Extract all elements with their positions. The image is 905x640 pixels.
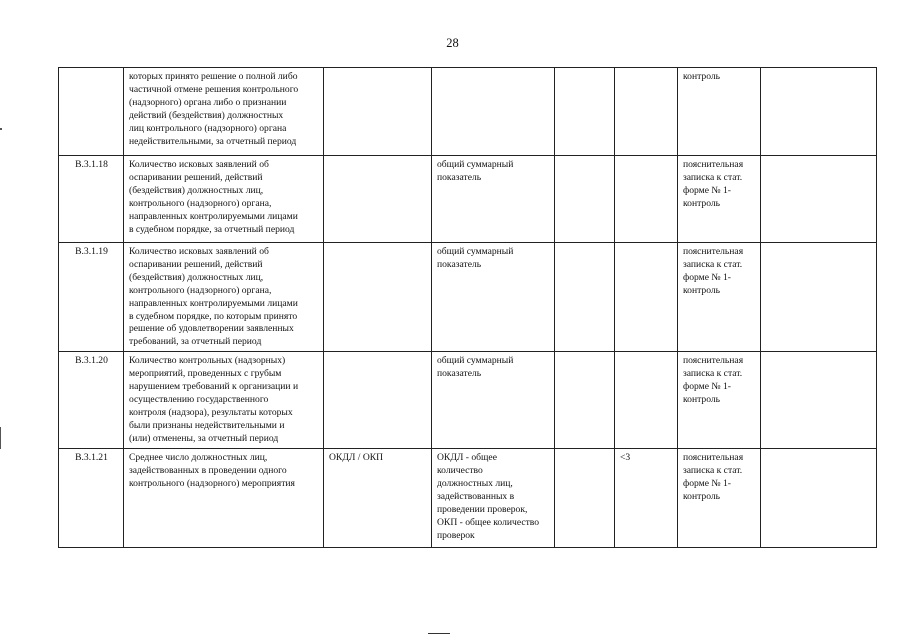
indicator-name: Количество исковых заявлений об оспаривании решений, действий (бездействия) должностных лиц, контрольного (надзорного) органа, направленных контролируемыми лицами в судебном порядке, по которым принято решение об удовлетворении заявленных требований, за отчетный период	[124, 243, 324, 352]
indicator-source: контроль	[678, 68, 761, 156]
table-row	[59, 243, 877, 352]
indicator-target	[615, 68, 678, 156]
scan-bottom-mark	[428, 633, 450, 634]
indicator-target	[615, 243, 678, 352]
indicator-table	[58, 67, 877, 548]
indicator-description: ОКДЛ - общее количество должностных лиц, задействованных в проведении проверок, ОКП - общее количество проверок	[432, 449, 555, 548]
indicator-source: пояснительная записка к стат. форме № 1- контроль	[678, 156, 761, 243]
indicator-col8	[761, 449, 877, 548]
indicator-code: В.3.1.18	[59, 156, 124, 243]
scan-edge-mark	[0, 427, 1, 449]
indicator-target	[615, 352, 678, 449]
indicator-formula: ОКДЛ / ОКП	[324, 449, 432, 548]
table-row	[59, 352, 877, 449]
indicator-col5	[555, 156, 615, 243]
indicator-code: В.3.1.20	[59, 352, 124, 449]
indicator-name: Количество исковых заявлений об оспаривании решений, действий (бездействия) должностных лиц, контрольного (надзорного) органа, направленных контролируемыми лицами в судебном порядке, за отчетный период	[124, 156, 324, 243]
indicator-source: пояснительная записка к стат. форме № 1- контроль	[678, 352, 761, 449]
indicator-description: общий суммарный показатель	[432, 243, 555, 352]
indicator-source: пояснительная записка к стат. форме № 1- контроль	[678, 449, 761, 548]
scan-edge-mark	[0, 128, 2, 130]
table-row	[59, 449, 877, 548]
indicator-formula	[324, 68, 432, 156]
indicator-target: <3	[615, 449, 678, 548]
indicator-code	[59, 68, 124, 156]
indicator-formula	[324, 156, 432, 243]
indicator-description: общий суммарный показатель	[432, 352, 555, 449]
indicator-col5	[555, 68, 615, 156]
indicator-formula	[324, 352, 432, 449]
indicator-col8	[761, 156, 877, 243]
indicator-col8	[761, 243, 877, 352]
indicator-description: общий суммарный показатель	[432, 156, 555, 243]
indicator-col8	[761, 352, 877, 449]
indicator-col5	[555, 352, 615, 449]
indicator-name: Количество контрольных (надзорных) мероприятий, проведенных с грубым нарушением требований к организации и осуществлению государственного контроля (надзора), результаты которых были признаны недействительными и (или) отменены, за отчетный период	[124, 352, 324, 449]
table-row	[59, 156, 877, 243]
indicator-name: которых принято решение о полной либо частичной отмене решения контрольного (надзорного) органа либо о признании действий (бездействия) должностных лиц контрольного (надзорного) органа недействительными, за отчетный период	[124, 68, 324, 156]
indicator-col5	[555, 449, 615, 548]
indicator-col5	[555, 243, 615, 352]
indicator-formula	[324, 243, 432, 352]
indicator-name: Среднее число должностных лиц, задействованных в проведении одного контрольного (надзорного) мероприятия	[124, 449, 324, 548]
indicator-col8	[761, 68, 877, 156]
page-number: 28	[446, 36, 459, 50]
indicator-target	[615, 156, 678, 243]
indicator-code: В.3.1.21	[59, 449, 124, 548]
indicator-description	[432, 68, 555, 156]
indicator-source: пояснительная записка к стат. форме № 1- контроль	[678, 243, 761, 352]
indicator-code: В.3.1.19	[59, 243, 124, 352]
table-row	[59, 68, 877, 156]
